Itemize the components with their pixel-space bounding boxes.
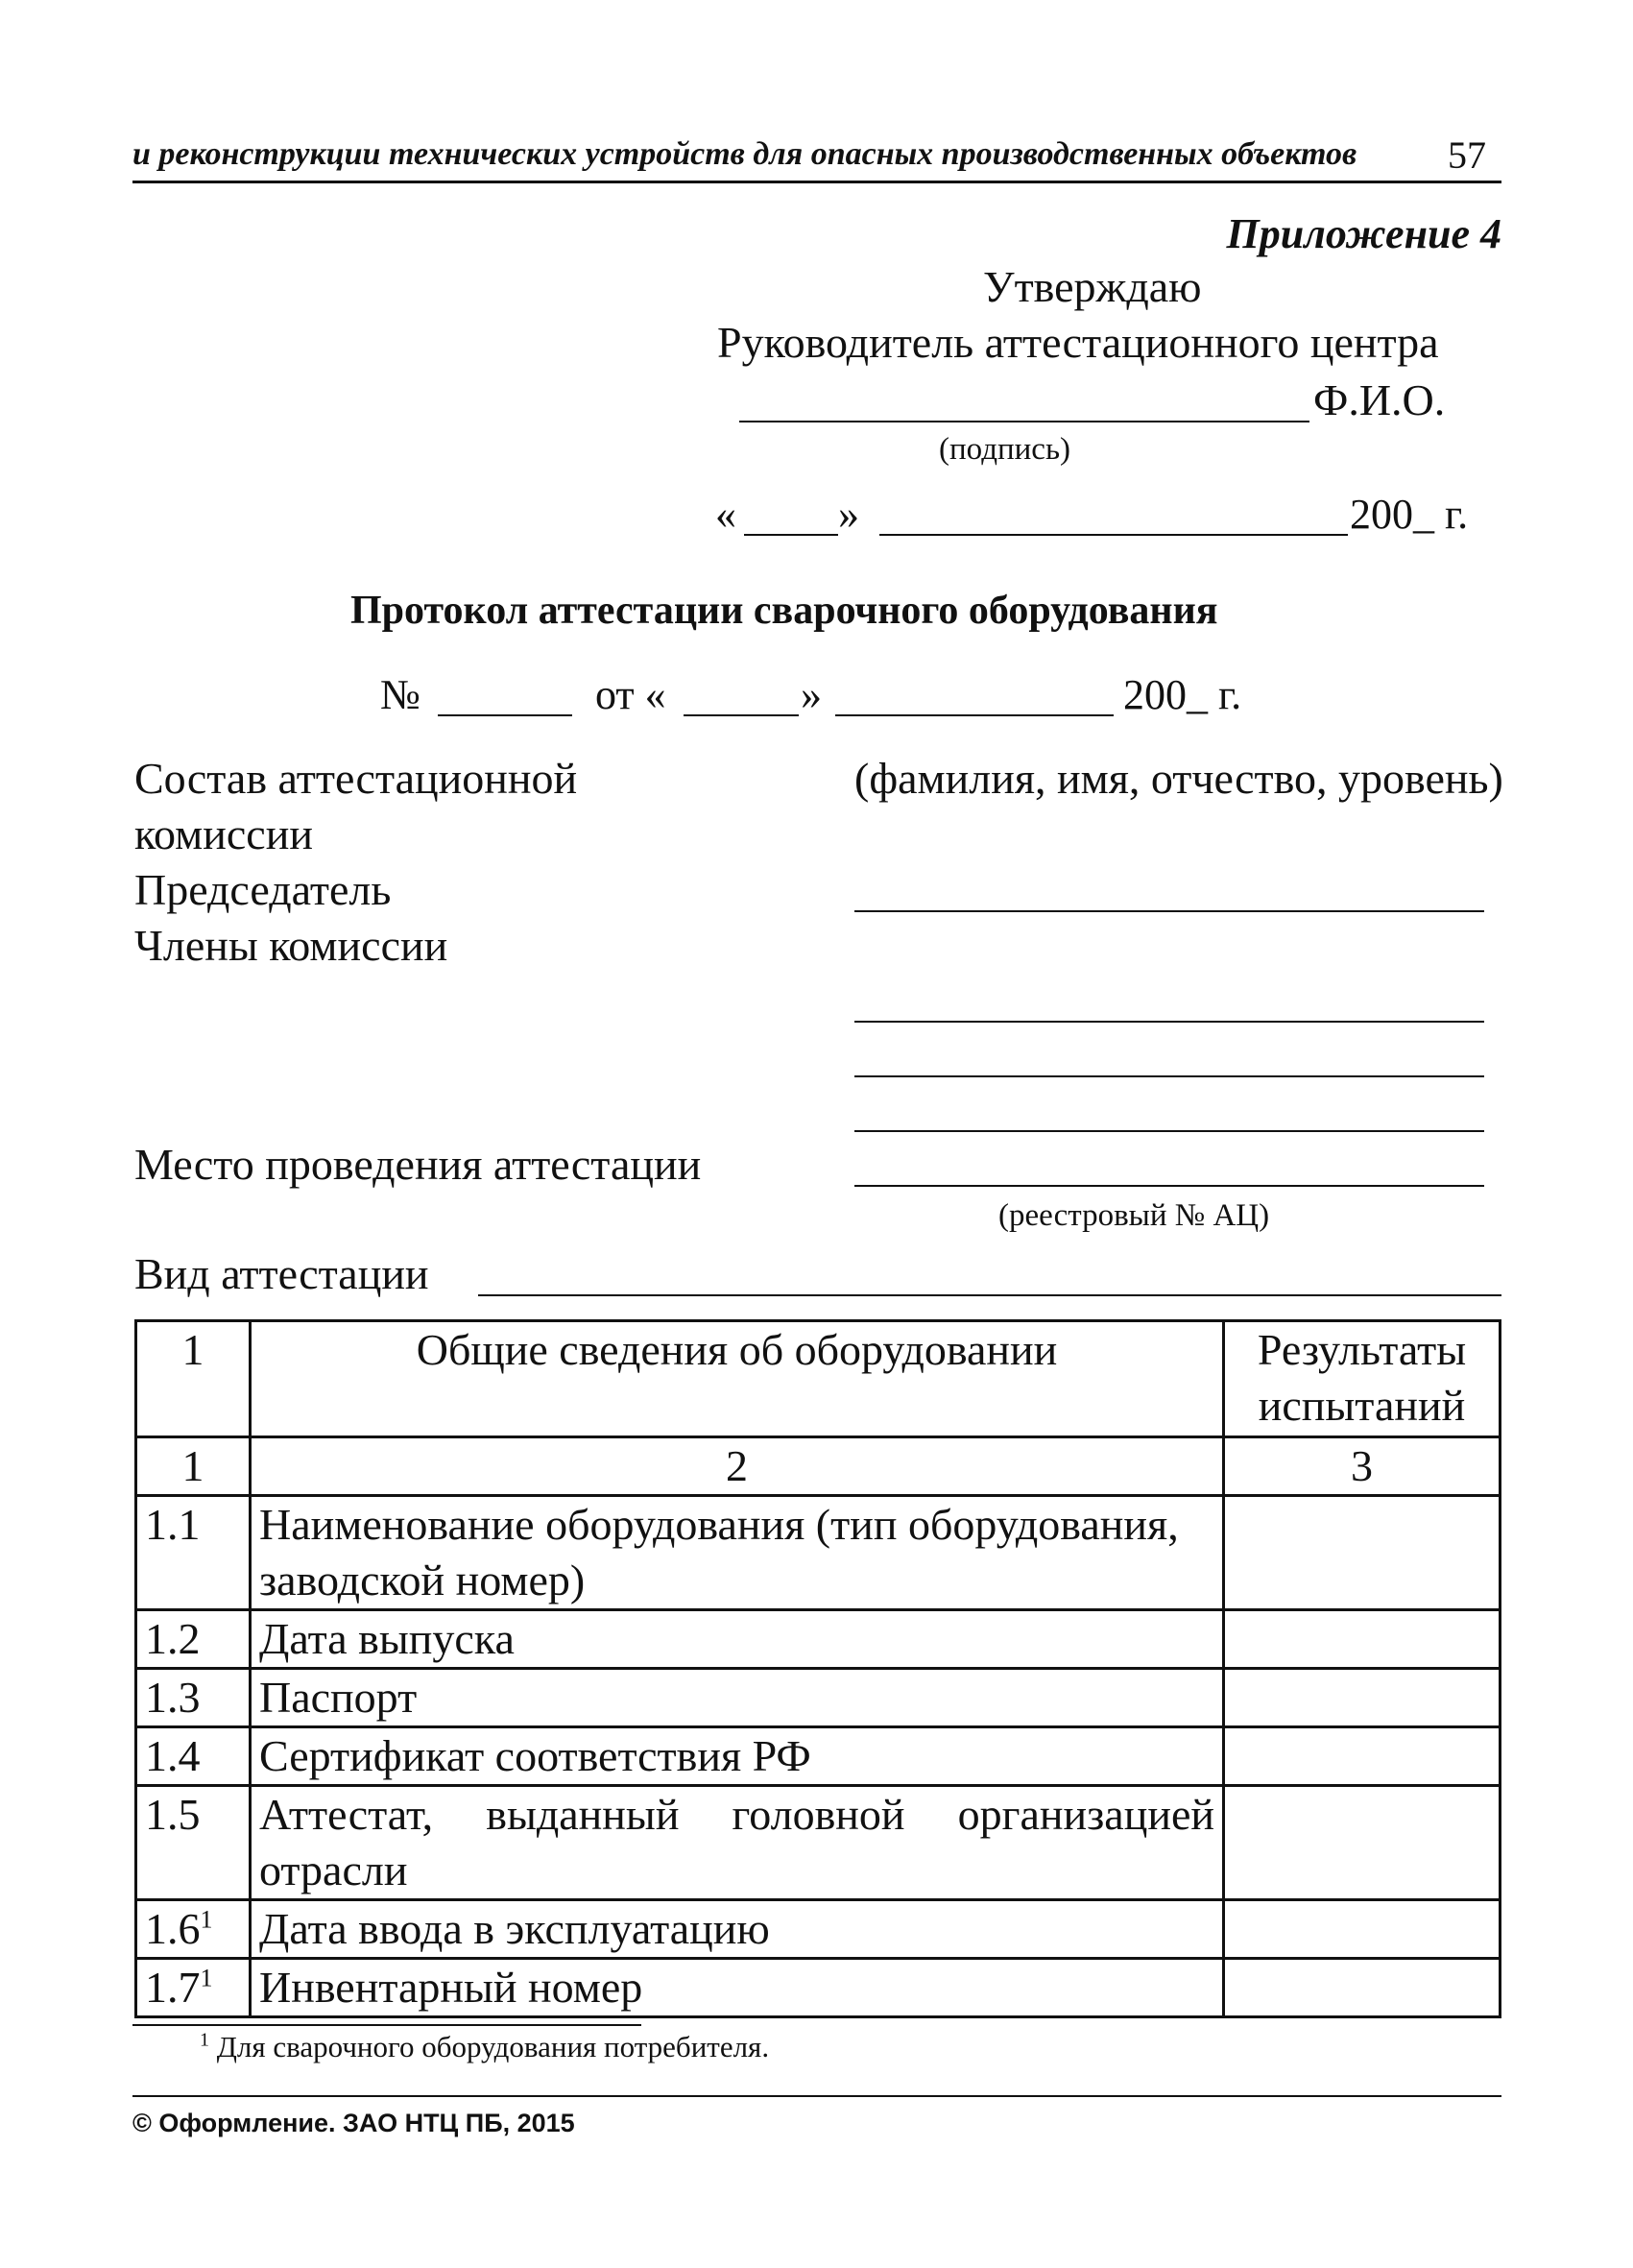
table-row: [136, 1496, 1501, 1610]
row-number: $1.6^1$: [136, 1900, 251, 1959]
row-text: Аттестат, выданный головной организацией отрасли: [251, 1786, 1224, 1900]
footer-rule: [132, 2095, 1501, 2097]
row-text: Дата ввода в эксплуатацию: [251, 1900, 1224, 1959]
table-row: [136, 1900, 1501, 1959]
date-open-quote: «: [715, 491, 736, 538]
row-result: [1224, 1610, 1501, 1669]
protocol-from-label: от «: [595, 671, 666, 718]
chairman-line: [854, 910, 1484, 912]
row-number: 1.1: [136, 1496, 251, 1610]
footnote-text: Для сварочного оборудования потребителя.: [216, 2030, 770, 2063]
protocol-day-line: [684, 714, 799, 716]
row-number: 1.2: [136, 1610, 251, 1669]
equipment-table: [134, 1319, 1501, 2018]
row-number: $1.7^1$: [136, 1959, 251, 2017]
row-result: [1224, 1786, 1501, 1900]
members-label: Члены комиссии: [134, 921, 448, 970]
table-row: [136, 1959, 1501, 2017]
register-caption: (реестровый № АЦ): [998, 1198, 1270, 1233]
row-result: [1224, 1496, 1501, 1610]
head-of-center-label: Руководитель аттестационного центра: [717, 318, 1439, 367]
row-text: Инвентарный номер: [251, 1959, 1224, 2017]
protocol-number-line: [438, 714, 572, 716]
page-number: 57: [1448, 133, 1486, 177]
footnote-ref: 1: [200, 1905, 213, 1934]
number-sign: №: [380, 671, 420, 718]
footnote: [200, 2030, 769, 2064]
copyright: © Оформление. ЗАО НТЦ ПБ, 2015: [132, 2109, 575, 2137]
table-header-row: [136, 1321, 1501, 1437]
attestation-type-line: [478, 1294, 1501, 1296]
table-row: [136, 1610, 1501, 1669]
numbering-cell: 2: [251, 1437, 1224, 1496]
table-numbering-row: [136, 1437, 1501, 1496]
protocol-title: Протокол аттестации сварочного оборудования: [350, 589, 1218, 633]
header-rule: [132, 181, 1501, 183]
table-row: [136, 1669, 1501, 1727]
numbering-cell: 3: [1224, 1437, 1501, 1496]
protocol-close-quote: »: [801, 671, 822, 718]
approve-label: Утверждаю: [983, 262, 1202, 311]
row-result: [1224, 1727, 1501, 1786]
place-label: Место проведения аттестации: [134, 1140, 702, 1189]
composition-label-line1: Состав аттестационной: [134, 754, 578, 803]
header-cell-number: 1: [136, 1321, 251, 1437]
composition-label-line2: комиссии: [134, 809, 313, 858]
place-line: [854, 1185, 1484, 1187]
row-text: Наименование оборудования (тип оборудования, заводской номер): [251, 1496, 1224, 1610]
signature-line: [739, 421, 1309, 422]
appendix-label: Приложение 4: [1226, 210, 1501, 257]
header-cell-results: Результаты испытаний: [1224, 1321, 1501, 1437]
row-number: 1.3: [136, 1669, 251, 1727]
row-text: Паспорт: [251, 1669, 1224, 1727]
row-result: [1224, 1959, 1501, 2017]
table-row: [136, 1727, 1501, 1786]
date-close-quote: »: [838, 491, 859, 538]
footnote-rule: [132, 2024, 641, 2026]
member-line-1: [854, 1021, 1484, 1023]
fio-label: Ф.И.О.: [1313, 375, 1446, 424]
row-text: Сертификат соответствия РФ: [251, 1727, 1224, 1786]
footnote-mark: 1: [200, 2029, 209, 2051]
member-line-2: [854, 1075, 1484, 1077]
approval-year: 200_ г.: [1350, 491, 1469, 538]
month-line: [879, 534, 1348, 536]
footnote-ref: 1: [200, 1964, 213, 1992]
protocol-year: 200_ г.: [1123, 671, 1242, 718]
row-number: 1.5: [136, 1786, 251, 1900]
attestation-type-label: Вид аттестации: [134, 1249, 429, 1298]
row-text: Дата выпуска: [251, 1610, 1224, 1669]
member-line-3: [854, 1130, 1484, 1132]
chairman-label: Председатель: [134, 865, 392, 914]
running-title: и реконструкции технических устройств для опасных производственных объектов: [132, 136, 1357, 172]
row-result: [1224, 1669, 1501, 1727]
table-row: [136, 1786, 1501, 1900]
fio-caption: (фамилия, имя, отчество, уровень): [854, 754, 1503, 803]
header-cell-info: Общие сведения об оборудовании: [251, 1321, 1224, 1437]
signature-caption: (подпись): [939, 432, 1070, 467]
protocol-month-line: [835, 714, 1114, 716]
day-line: [744, 534, 838, 536]
numbering-cell: 1: [136, 1437, 251, 1496]
row-result: [1224, 1900, 1501, 1959]
row-number: 1.4: [136, 1727, 251, 1786]
